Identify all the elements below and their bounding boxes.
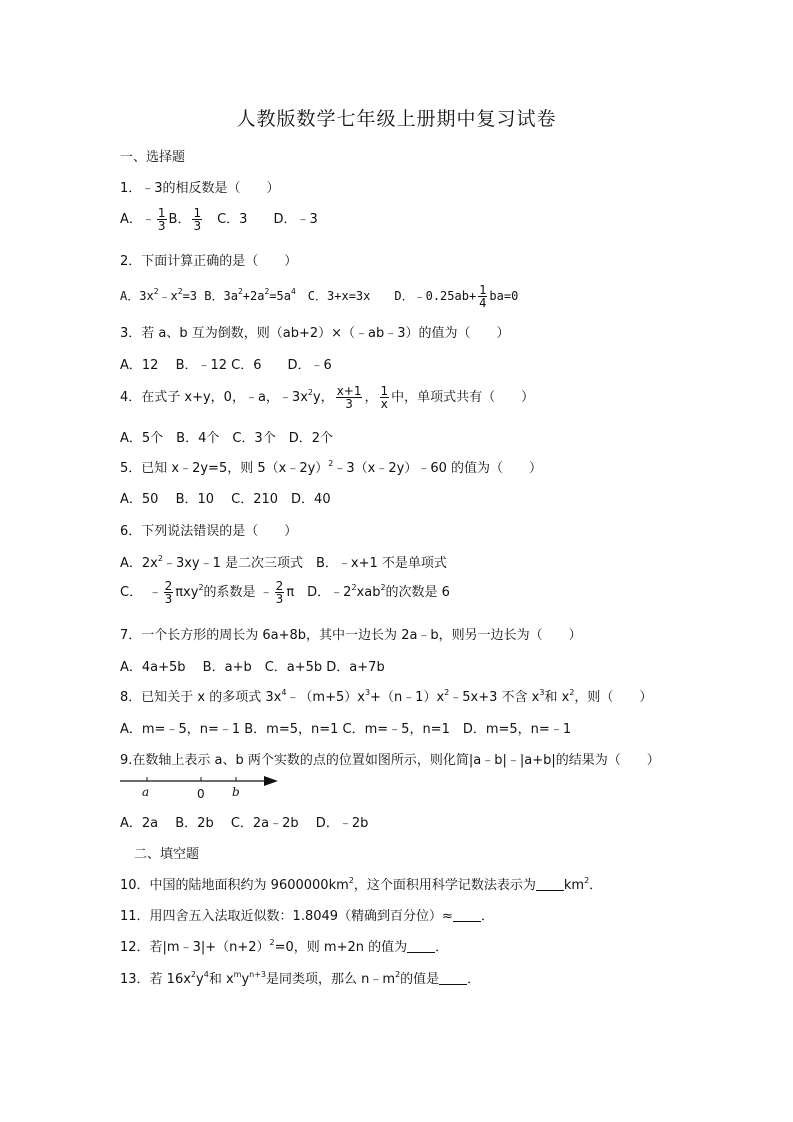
- question-4-stem: 4．在式子 x+y，0，﹣a，$﹣3x^2y$， $\frac{x+1}{3}$ ， $\frac{1}{x}$ 中，单项式共有（ ）: [120, 384, 535, 411]
- q1-option-b-label: B．: [168, 212, 191, 227]
- fraction: $\frac{1}{3}$: [157, 206, 166, 233]
- question-10: 10．中国的陆地面积约为 $9600000km^2$，这个面积用科学记数法表示为 $km^2$．: [120, 876, 603, 893]
- fraction: $\frac{1}{3}$: [193, 206, 202, 233]
- number-line-label-b: b: [232, 785, 240, 799]
- question-7-stem: 7．一个长方形的周长为 6a+8b，其中一边长为 2a﹣b，则另一边长为（ ）: [120, 628, 582, 643]
- question-5-stem: 5．已知 x﹣2y=5，则 5（x﹣2y）$^2$﹣3（x﹣2y）﹣60 的值为（ ）: [120, 459, 542, 476]
- number-line-label-a: a: [142, 785, 150, 799]
- question-2-stem: 2．下面计算正确的是（ ）: [120, 254, 298, 269]
- page-title: 人教版数学七年级上册期中复习试卷: [236, 108, 557, 130]
- fraction: $\frac{x+1}{3}$: [336, 384, 362, 411]
- answer-blank[interactable]: [453, 909, 481, 922]
- q1-option-a-label: A．﹣: [120, 212, 155, 227]
- question-13: 13．若 $16x^2y^4$和 $x^my^{n+3}$是同类项，那么 $n﹣m^2$的值是 ．: [120, 970, 481, 987]
- arrow-right-icon: [264, 776, 278, 786]
- fraction: $\frac{2}{3}$: [164, 579, 173, 606]
- section-heading-fill: 二、填空题: [134, 847, 200, 862]
- answer-blank[interactable]: [536, 878, 564, 891]
- question-6-options-ab: A．$2x^2﹣3xy﹣1$ 是二次三项式 B．﹣x+1 不是单项式: [120, 554, 447, 571]
- fraction: $\frac{1}{4}$: [479, 283, 487, 310]
- answer-blank[interactable]: [439, 972, 467, 985]
- question-6-options-cd: C． ﹣ $\frac{2}{3}$ πxy$^2$的系数是 ﹣ $\frac{2}{3}$ π D．$﹣2^2xab^2$的次数是 6: [120, 579, 450, 606]
- question-12: 12．若$|m﹣3|+(n+2)^2=0$，则 m+2n 的值为 ．: [120, 938, 449, 955]
- fraction: $\frac{1}{x}$: [380, 384, 389, 411]
- fraction: $\frac{2}{3}$: [275, 579, 284, 606]
- question-9-options: A．2a B．2b C．2a﹣2b D．﹣2b: [120, 816, 369, 831]
- question-2-options: A．$3x^2﹣x^2=3$ B．$3a^2+2a^2=5a^4$ C．3+x=3x D．﹣0.25ab+ $\frac{1}{4}$ ba=0: [120, 283, 519, 310]
- q1-options-rest: C．3 D．﹣3: [204, 212, 318, 227]
- section-heading-choice: 一、选择题: [120, 150, 186, 165]
- question-1-stem: 1．﹣3的相反数是（ ）: [120, 181, 280, 196]
- number-line-figure: [120, 772, 290, 802]
- answer-blank[interactable]: [407, 940, 435, 953]
- question-3-options: A．12 B．﹣12 C．6 D．﹣6: [120, 358, 332, 373]
- number-line-label-zero: 0: [197, 787, 205, 801]
- question-3-stem: 3．若 a、b 互为倒数，则（ab+2）×（﹣ab﹣3）的值为（ ）: [120, 326, 510, 341]
- question-4-options: A．5个 B．4个 C．3个 D．2个: [120, 431, 333, 446]
- question-11: 11．用四舍五入法取近似数：1.8049（精确到百分位）≈ ．: [120, 909, 494, 924]
- question-8-stem: 8．已知关于 x 的多项式 $3x^4﹣(m+5)x^3+(n﹣1)x^2﹣5x+3$ 不含 $x^3$和 $x^2$，则（ ）: [120, 688, 653, 705]
- question-7-options: A．4a+5b B．a+b C．a+5b D．a+7b: [120, 660, 385, 675]
- question-8-options: A．m=﹣5，n=﹣1 B．m=5，n=1 C．m=﹣5，n=1 D．m=5，n=﹣1: [120, 722, 572, 737]
- question-5-options: A．50 B．10 C．210 D．40: [120, 492, 331, 507]
- question-9-stem: 9.在数轴上表示 a、b 两个实数的点的位置如图所示，则化简|a﹣b|﹣|a+b|的结果为（ ）: [120, 753, 660, 768]
- question-1-options: [120, 207, 318, 232]
- question-6-stem: 6．下列说法错误的是（ ）: [120, 524, 298, 539]
